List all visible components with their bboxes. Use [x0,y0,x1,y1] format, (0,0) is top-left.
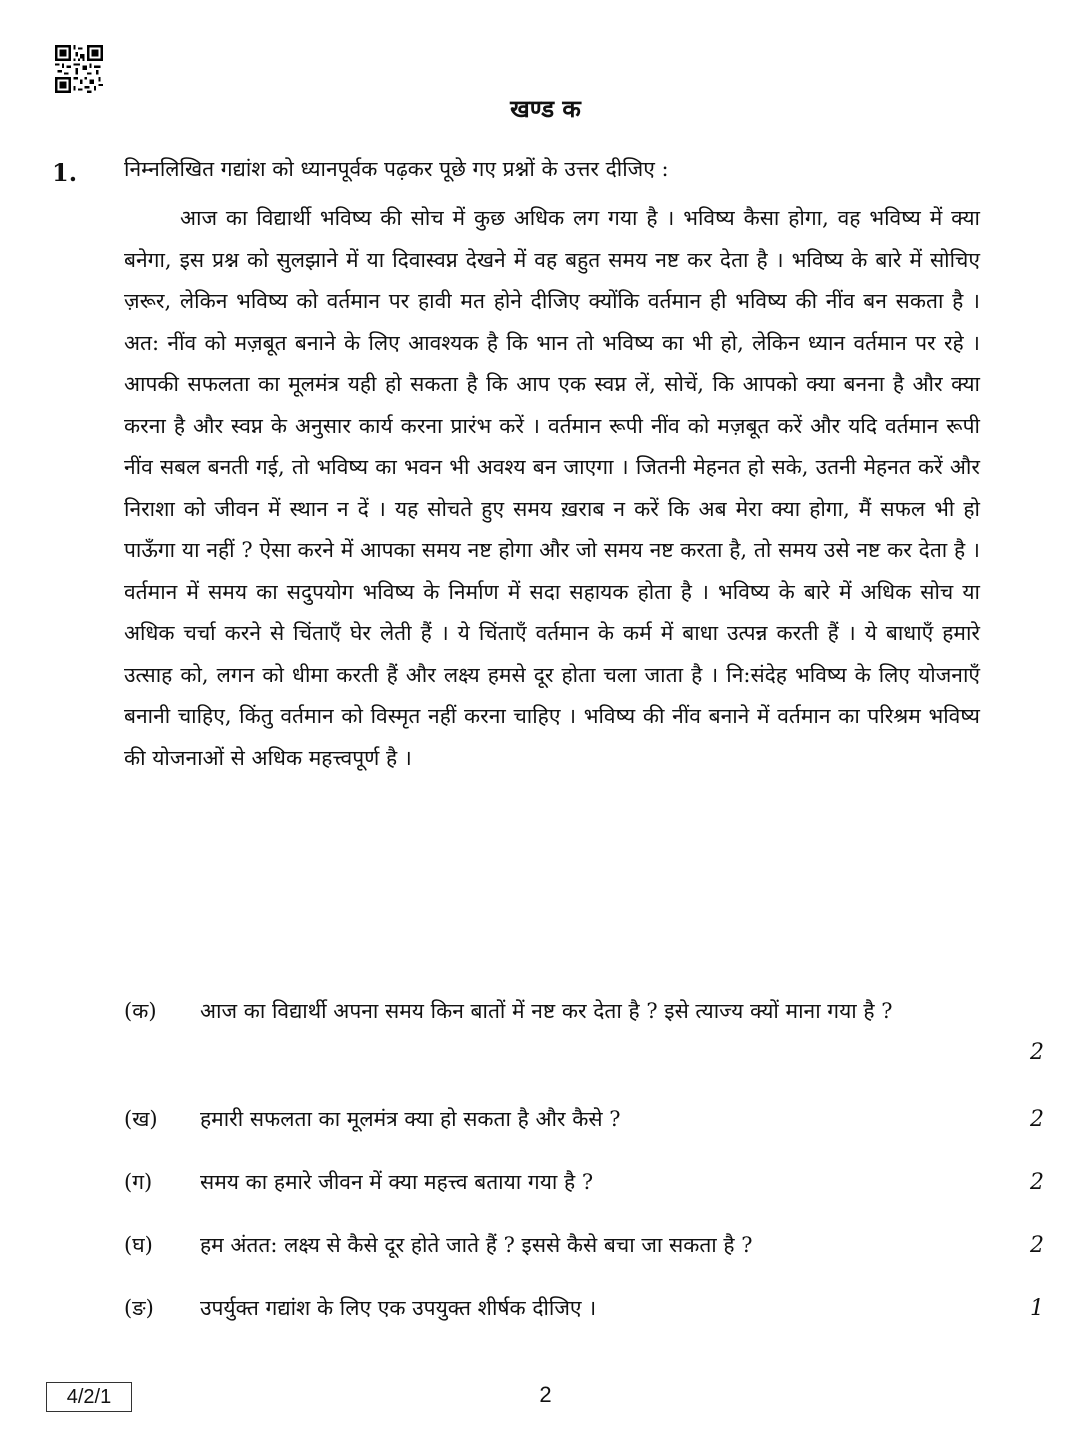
page-number: 2 [539,1382,552,1407]
marks: 1 [1030,1296,1044,1321]
qr-code-icon [55,45,103,93]
question-number: 1. [52,158,78,187]
marks: 2 [1030,1107,1044,1132]
sub-question-text: हम अंतत: लक्ष्य से कैसे दूर होते जाते हैं ? इससे कैसे बचा जा सकता है ? [200,1233,753,1257]
sub-question-ka [124,991,1044,1073]
sub-question-ga [124,1162,1044,1203]
sub-question-label: (घ) [124,1233,153,1257]
sub-question-label: (क) [124,999,157,1023]
paper-code: 4/2/1 [46,1382,132,1412]
passage-text: आज का विद्यार्थी भविष्य की सोच में कुछ अधिक लग गया है । भविष्य कैसा होगा, वह भविष्य में क्या बनेगा, इस प्रश्न को सुलझाने में या दिवास्वप्न देखने में वह बहुत समय नष्ट कर देता है । भविष्य के बारे में सोचिए ज़रूर, लेकिन भविष्य को वर्तमान पर हावी मत होने दीजिए क्योंकि वर्तमान ही भविष्य की नींव बन सकता है । अत: नींव को मज़बूत बनाने के लिए आवश्यक है कि भान तो भविष्य का भी हो, लेकिन ध्यान वर्तमान पर रहे । आपकी सफलता का मूलमंत्र यही हो सकता है कि आप एक स्वप्न लें, सोचें, कि आपको क्या बनना है और क्या करना है और स्वप्न के अनुसार कार्य करना प्रारंभ करें । वर्तमान रूपी नींव को मज़बूत करें और यदि वर्तमान रूपी नींव सबल बनती गई, तो भविष्य का भवन भी अवश्य बन जाएगा । जितनी मेहनत हो सके, उतनी मेहनत करें और निराशा को जीवन में स्थान न दें । यह सोचते हुए समय ख़राब न करें कि अब मेरा क्या होगा, मैं सफल भी हो पाऊँगा या नहीं ? ऐसा करने में आपका समय नष्ट होगा और जो समय नष्ट करता है, तो समय उसे नष्ट कर देता है । वर्तमान में समय का सदुपयोग भविष्य के निर्माण में सदा सहायक होता है । भविष्य के बारे में अधिक सोच या अधिक चर्चा करने से चिंताएँ घेर लेती हैं । ये चिंताएँ वर्तमान के कर्म में बाधा उत्पन्न करती हैं । ये बाधाएँ हमारे उत्साह को, लगन को धीमा करती हैं और लक्ष्य हमसे दूर होता चला जाता है । नि:संदेह भविष्य के लिए योजनाएँ बनानी चाहिए, किंतु वर्तमान को विस्मृत नहीं करना चाहिए । भविष्य की नींव बनाने में वर्तमान का परिश्रम भविष्य की योजनाओं से अधिक महत्त्वपूर्ण है । [124,206,980,770]
sub-question-label: (ग) [124,1170,153,1194]
marks: 2 [1030,1233,1044,1258]
sub-question-text: हमारी सफलता का मूलमंत्र क्या हो सकता है और कैसे ? [200,1107,621,1131]
marks: 2 [1030,1170,1044,1195]
sub-question-text: समय का हमारे जीवन में क्या महत्त्व बताया गया है ? [200,1170,594,1194]
sub-question-label: (ङ) [124,1296,154,1320]
section-title: खण्ड क [510,94,581,123]
sub-question-nga [124,1288,1044,1329]
question-instruction: निम्नलिखित गद्यांश को ध्यानपूर्वक पढ़कर पूछे गए प्रश्नों के उत्तर दीजिए : [124,157,669,181]
marks: 2 [1030,1040,1044,1065]
sub-question-text: उपर्युक्त गद्यांश के लिए एक उपयुक्त शीर्षक दीजिए । [200,1296,597,1320]
sub-question-gha [124,1225,1044,1266]
sub-question-text: आज का विद्यार्थी अपना समय किन बातों में नष्ट कर देता है ? इसे त्याज्य क्यों माना गया है ? [200,999,893,1023]
sub-question-label: (ख) [124,1107,158,1131]
sub-question-kha [124,1099,1044,1140]
